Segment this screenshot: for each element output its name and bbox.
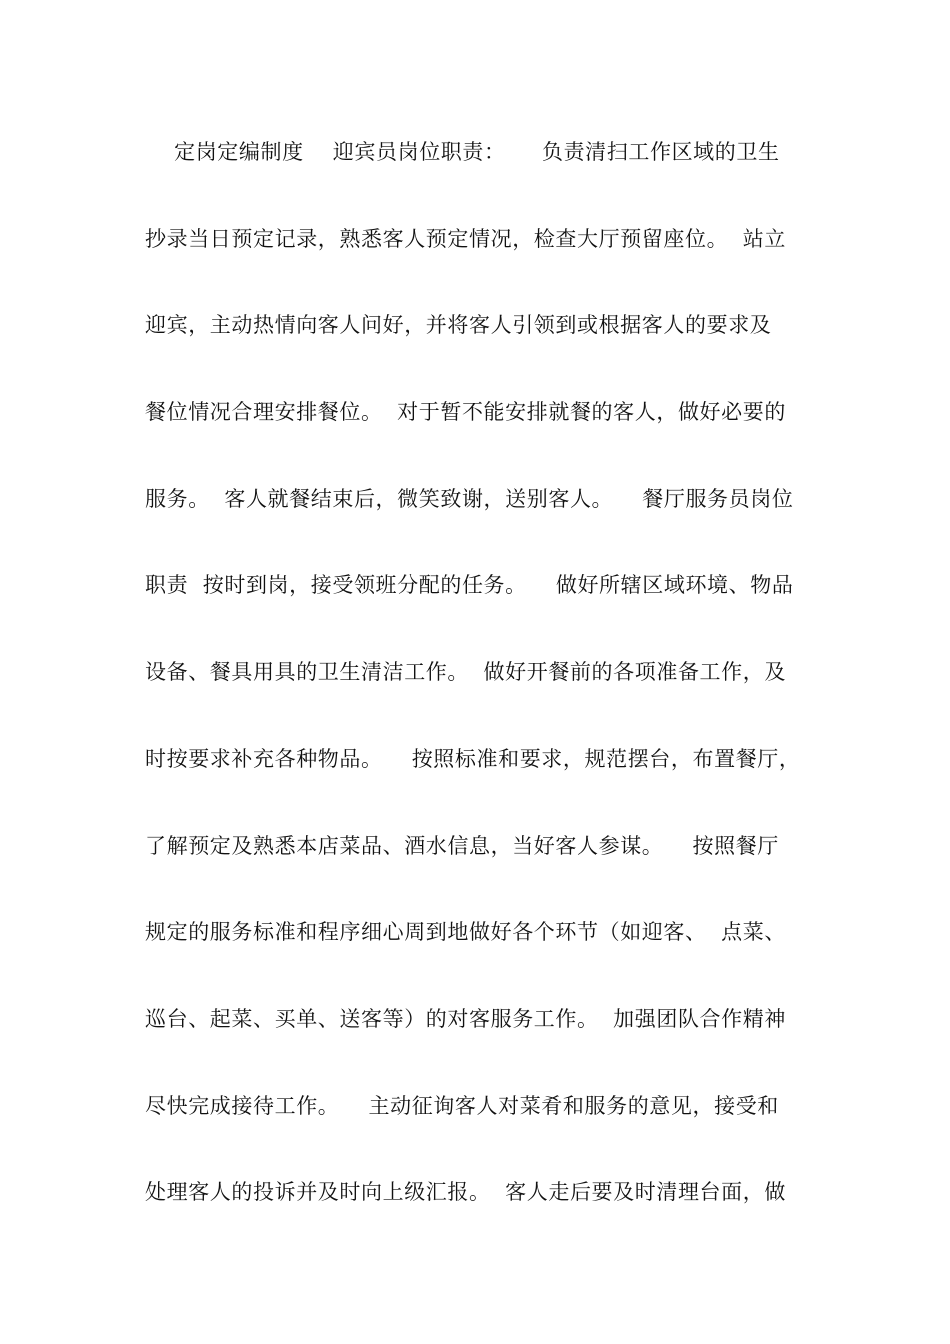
text-line: 职责 按时到岗，接受领班分配的任务。 做好所辖区域环境、物品 (145, 573, 794, 598)
text-line: 规定的服务标准和程序细心周到地做好各个环节（如迎客、 点菜、 (145, 920, 786, 945)
text-line: 抄录当日预定记录，熟悉客人预定情况，检查大厅预留座位。 站立 (145, 226, 786, 251)
text-line: 服务。 客人就餐结束后，微笑致谢，送别客人。 餐厅服务员岗位 (145, 486, 794, 511)
text-line: 定岗定编制度 迎宾员岗位职责： 负责清扫工作区域的卫生 (145, 140, 780, 164)
text-line: 迎宾，主动热情向客人问好，并将客人引领到或根据客人的要求及 (145, 313, 772, 338)
body-text (145, 128, 825, 1255)
text-line: 处理客人的投诉并及时向上级汇报。 客人走后要及时清理台面，做 (145, 1180, 786, 1205)
text-line: 时按要求补充各种物品。 按照标准和要求，规范摆台，布置餐厅， (145, 746, 801, 771)
text-line: 了解预定及熟悉本店菜品、酒水信息，当好客人参谋。 按照餐厅 (145, 833, 779, 858)
text-line: 尽快完成接待工作。 主动征询客人对菜肴和服务的意见，接受和 (145, 1093, 779, 1118)
text-line: 巡台、起菜、买单、送客等）的对客服务工作。 加强团队合作精神 (145, 1006, 786, 1031)
text-line: 设备、餐具用具的卫生清洁工作。 做好开餐前的各项准备工作，及 (145, 660, 786, 685)
text-line: 餐位情况合理安排餐位。 对于暂不能安排就餐的客人，做好必要的 (145, 400, 786, 425)
